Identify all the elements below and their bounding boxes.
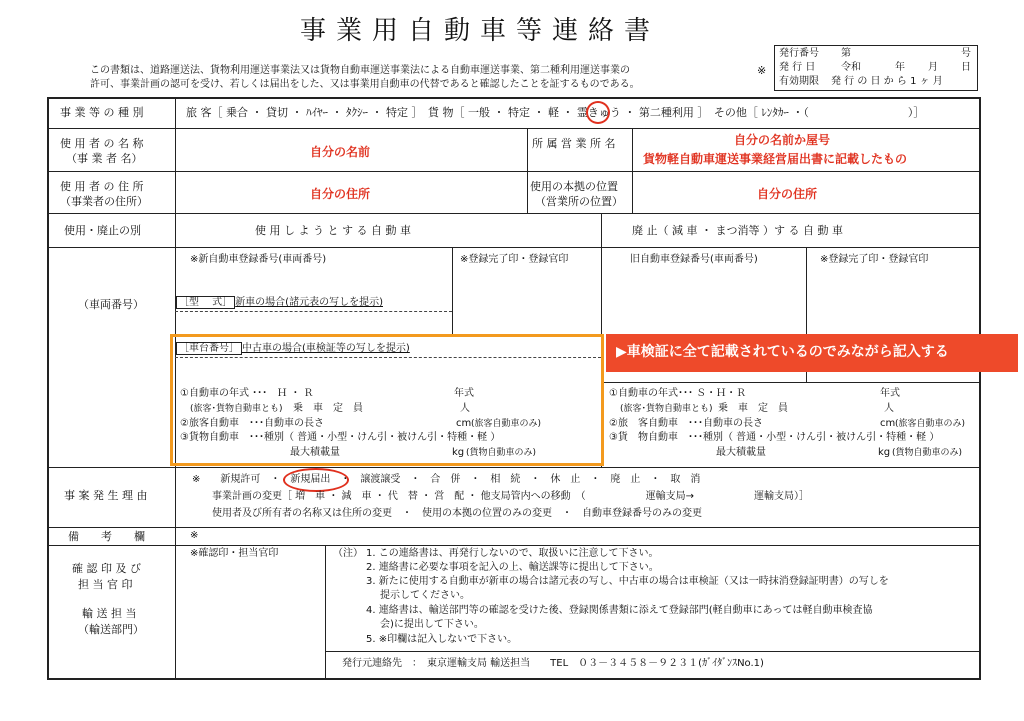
note-2: 2. 連絡書に必要な事項を記入の上、輸送課等に提出して下さい。 (366, 562, 659, 573)
right-load-line: 最大積載量 (716, 447, 766, 458)
base-label: 使用の本拠の位置 (530, 180, 618, 193)
reason-label: 事 案 発 生 理 由 (64, 489, 148, 502)
right-load-unit: kg (878, 447, 891, 458)
issue-no-prefix: 第 (841, 48, 851, 59)
intro-asterisk: ※ (757, 64, 767, 77)
issue-date-label: 発 行 日 (779, 62, 816, 73)
user-name-sub: （事 業 者 名） (66, 152, 143, 165)
reason-line-3: 使用者及び所有者の名称又は住所の変更 ・ 使用の本拠の位置のみの変更 ・ 自動車登録番号のみの変更 (212, 508, 702, 519)
right-cap-line: 乗 車 定 員 (718, 403, 788, 414)
address-sub: （事業者の住所） (60, 195, 148, 208)
chassis-tag: ［車台番号］ (176, 342, 242, 355)
left-year-unit: 年式 (454, 388, 474, 399)
confirm-stamp: ※確認印・担当官印 (190, 548, 279, 559)
right-len-line: ②旅 客自動車 ･･･自動車の長さ (609, 418, 763, 429)
issue-no-label: 発行番号 (779, 48, 819, 59)
valid-label: 有効期限 (779, 76, 819, 87)
right-load-note: (貨物自動車のみ) (892, 448, 963, 458)
model-tag: ［型 式］ (176, 296, 235, 309)
use-label: 使用・廃止の別 (64, 224, 141, 237)
model-row (176, 298, 383, 308)
note-3a: 3. 新たに使用する自動車が新車の場合は諸元表の写し、中古車の場合は車検証（又は一時抹消登録証明書）の写しを (366, 576, 889, 587)
user-name-value: 自分の名前 (310, 145, 371, 159)
left-len-unit: cm (456, 418, 472, 429)
use-abolish-header: 廃 止（ 減 車 ・ まつ消等 ）す る 自 動 車 (632, 224, 843, 237)
confirm-label-3: 輸 送 担 当 (82, 607, 137, 620)
new-notification-circle (283, 468, 349, 492)
chassis-text: 中古車の場合(車検証等の写しを提示) (242, 343, 410, 354)
intro-line-1: この書類は、道路運送法、貨物利用運送事業法又は貨物自動車運送事業法による自動車運送事業、第二種利用運送事業の (90, 65, 630, 76)
office-value-1: 自分の名前か屋号 (734, 133, 831, 147)
right-year-line: ①自動車の年式･･･ Ｓ・Ｈ・Ｒ (609, 388, 747, 399)
note-1: 1. この連絡書は、再発行しないので、取扱いに注意して下さい。 (366, 548, 659, 559)
base-sub: （営業所の位置） (535, 195, 623, 208)
left-len-line: ②旅客自動車 ･･･自動車の長さ (180, 418, 324, 429)
base-value: 自分の住所 (757, 187, 818, 201)
note-4a: 4. 連絡書は、輸送部門等の確認を受けた後、登録関係書類に添えて登録部門(軽自動車にあっては軽自動車検査協 (366, 605, 873, 616)
stamp-label-new: ※登録完了印・登録官印 (460, 254, 569, 265)
kei-circle-mark (586, 101, 610, 124)
remarks-mark: ※ (190, 530, 199, 541)
confirm-label-4: （輸送部門） (78, 623, 144, 636)
old-reg-label: 旧自動車登録番号(車両番号) (630, 254, 758, 265)
reason-line-2: 事業計画の変更［ 増 車 ・ 減 車 ・ 代 替 ・ 営 配 ・ 他支局管内への移動 （ 運輸支局→ 運輸支局）］ (212, 491, 809, 502)
note-4b: 会)に提出して下さい。 (380, 619, 484, 630)
issue-no-suffix: 号 (961, 48, 971, 59)
issue-box (774, 45, 978, 91)
office-value-2: 貨物軽自動車運送事業経営届出書に記載したもの (643, 152, 908, 166)
left-len-note: (旅客自動車のみ) (471, 419, 542, 429)
left-year-line: ①自動車の年式 ･･･ Ｈ ・ Ｒ (180, 388, 314, 399)
left-load-note: (貨物自動車のみ) (466, 448, 537, 458)
issue-month: 月 (928, 62, 938, 73)
form-title: 事業用自動車等連絡書 (300, 16, 661, 46)
right-len-unit: cm (880, 418, 896, 429)
issuer-contact: 発行元連絡先 ： 東京運輸支局 輸送担当 TEL ０３－３４５８－９２３１(ｶﾞｲﾀﾞﾝｽNo.1) (342, 658, 764, 669)
use-new-header: 使 用 し よ う と す る 自 動 車 (255, 224, 411, 237)
business-type-options: 旅 客［ 乗合 ・ 貸切 ・ ﾊｲﾔｰ ・ ﾀｸｼｰ ・ 特定 ］ 貨 物［ 一般 ・ 特定 ・ 軽 ・ 霊きゅう ・ 第二種利用 ］ その他［ ﾚﾝﾀｶｰ ・（ ）］ (186, 106, 925, 119)
left-cap-sub: (旅客･貨物自動車とも) (190, 404, 283, 414)
left-load-unit: kg (452, 447, 465, 458)
left-load-line: 最大積載量 (290, 447, 340, 458)
right-year-unit: 年式 (880, 388, 900, 399)
intro-line-2: 許可、事業計画の認可を受け、若しくは届出をした、又は事業用自動車の代替であると確認したことを証するものである。 (90, 79, 640, 90)
highlight-box (170, 334, 604, 466)
issue-era: 令和 (841, 62, 861, 73)
issue-year: 年 (895, 62, 905, 73)
vehicle-label: （車両番号） (78, 298, 144, 311)
address-label: 使 用 者 の 住 所 (60, 180, 144, 193)
new-reg-label: ※新自動車登録番号(車両番号) (190, 254, 327, 265)
confirm-label-2: 担 当 官 印 (78, 578, 133, 591)
callout-text: ▶車検証に全て記載されているのでみながら記入する (616, 344, 949, 360)
right-cap-unit: 人 (884, 403, 894, 414)
right-cap-sub: (旅客･貨物自動車とも) (620, 404, 713, 414)
note-3b: 提示してください。 (380, 590, 470, 601)
right-kind-line: ③貨 物自動車 ･･･種別（ 普通・小型・けん引・被けん引・特種・軽 ） (609, 432, 940, 443)
right-len-note: (旅客自動車のみ) (895, 419, 966, 429)
confirm-label-1: 確 認 印 及 び (72, 562, 141, 575)
reason-line-1: ※ 新規許可 ・ 新規届出 ・ 譲渡譲受 ・ 合 併 ・ 相 続 ・ 休 止 ・ 廃 止 ・ 取 消 (192, 474, 701, 485)
address-value: 自分の住所 (310, 187, 371, 201)
issue-day: 日 (961, 62, 971, 73)
left-cap-line: 乗 車 定 員 (293, 403, 363, 414)
stamp-label-old: ※登録完了印・登録官印 (820, 254, 929, 265)
left-kind-line: ③貨物自動車 ･･･種別（ 普通・小型・けん引・被けん引・特種・軽 ） (180, 432, 501, 443)
model-text: 新車の場合(諸元表の写しを提示) (235, 297, 383, 308)
note-5: 5. ※印欄は記入しないで下さい。 (366, 634, 518, 645)
office-label: 所 属 営 業 所 名 (532, 137, 616, 150)
left-cap-unit: 人 (460, 403, 470, 414)
notes-head: （注） (333, 548, 363, 559)
remarks-label: 備 考 欄 (68, 530, 145, 543)
business-type-label: 事 業 等 の 種 別 (60, 106, 144, 119)
user-name-label: 使 用 者 の 名 称 (60, 137, 144, 150)
valid-text: 発 行 の 日 か ら 1 ヶ 月 (831, 76, 943, 87)
